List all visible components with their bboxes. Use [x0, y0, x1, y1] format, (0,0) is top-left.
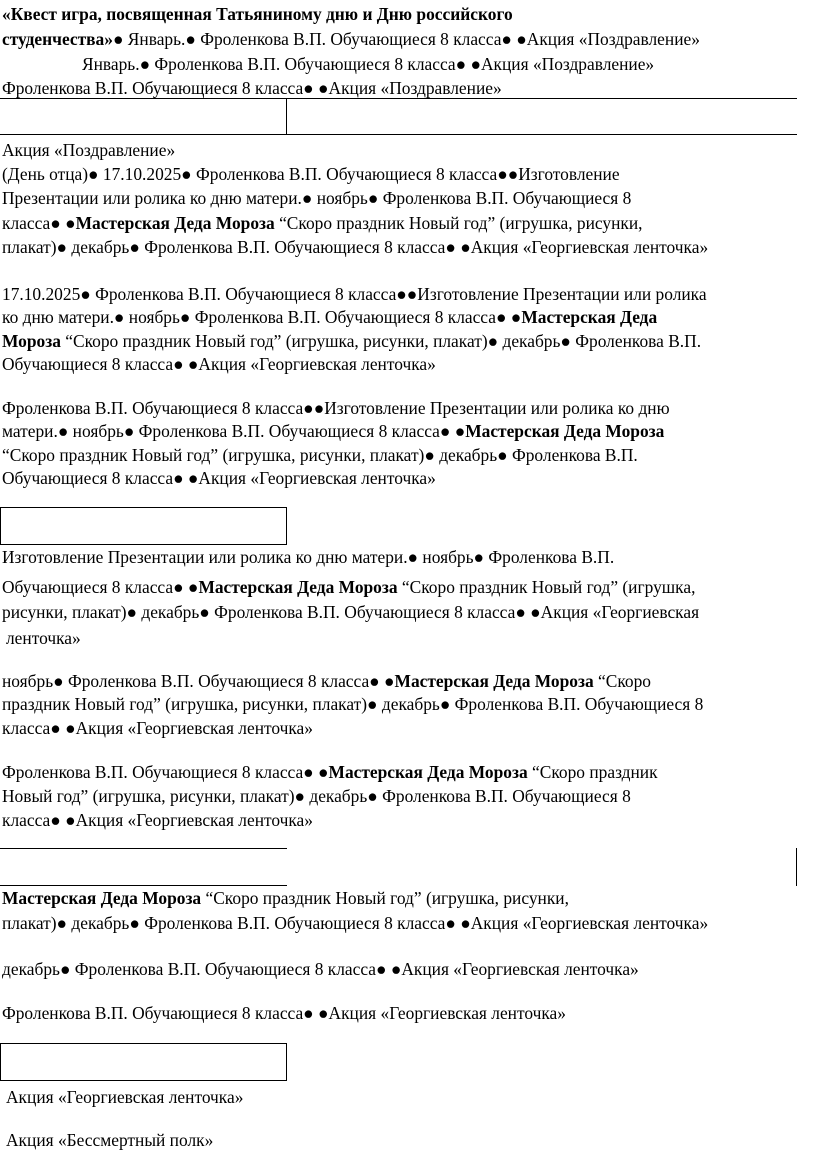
text-segment: Фроленкова В.П. Обучающиеся 8 класса● ● [2, 762, 329, 782]
text-line [2, 784, 631, 808]
text-segment: Фроленкова В.П. Обучающиеся 8 класса●●Изготовление Презентации или ролика ко дню [2, 398, 670, 418]
text-line [2, 957, 639, 981]
text-segment: плакат)● декабрь● Фроленкова В.П. Обучающиеся 8 класса● ●Акция «Георгиевская ленточка» [2, 237, 709, 257]
bold-text: Мастерская Деда [521, 307, 658, 327]
text-segment: класса● ● [2, 213, 76, 233]
bold-text: «Квест игра, посвященная Татьяниному дню и Дню российского [2, 4, 513, 24]
heading-line-2 [2, 27, 700, 51]
text-segment: Акция «Поздравление» [2, 140, 176, 160]
horizontal-rule [0, 98, 797, 99]
text-segment: рисунки, плакат)● декабрь● Фроленкова В.П. Обучающиеся 8 класса● ●Акция «Георгиевская [2, 602, 700, 622]
horizontal-rule [0, 848, 287, 849]
text-line [2, 282, 707, 306]
text-segment: Обучающиеся 8 класса● ● [2, 577, 199, 597]
text-segment: Акция «Георгиевская ленточка» [6, 1087, 244, 1107]
bold-text: Мастерская Деда Мороза [328, 762, 528, 782]
horizontal-rule [0, 134, 797, 135]
text-segment: “Скоро праздник Новый год” (игрушка, рисунки, плакат)● декабрь● Фроленкова В.П. [60, 331, 702, 351]
bold-text: Мастерская Деда Мороза [198, 577, 398, 597]
text-segment: класса● ●Акция «Георгиевская ленточка» [2, 718, 313, 738]
bold-text: Мороза [2, 331, 61, 351]
text-segment: Январь.● Фроленкова В.П. Обучающиеся 8 класса● ●Акция «Поздравление» [82, 54, 655, 74]
bold-text: Мастерская Деда Мороза [75, 213, 275, 233]
empty-frame [0, 1043, 287, 1081]
bold-text: Мастерская Деда Мороза [2, 888, 202, 908]
text-line [82, 52, 654, 76]
text-line [2, 329, 701, 353]
text-line [2, 211, 643, 235]
text-line [2, 466, 436, 490]
text-line [2, 886, 569, 910]
text-segment: класса● ●Акция «Георгиевская ленточка» [2, 810, 313, 830]
bold-text: студенчества» [2, 29, 113, 49]
text-segment: “Скоро праздник [527, 762, 658, 782]
text-line [2, 760, 658, 784]
text-segment: Обучающиеся 8 класса● ●Акция «Георгиевская ленточка» [2, 354, 436, 374]
bold-text: Мастерская Деда Мороза [394, 671, 594, 691]
text-line [2, 138, 175, 162]
text-segment: Фроленкова В.П. Обучающиеся 8 класса● ●Акция «Поздравление» [2, 78, 502, 98]
text-line [2, 352, 436, 376]
text-line [6, 1128, 213, 1152]
text-line [2, 396, 670, 420]
bold-text: Мастерская Деда Мороза [465, 421, 665, 441]
text-line [6, 1085, 243, 1109]
vertical-rule [796, 848, 797, 886]
text-segment: Презентации или ролика ко дню матери.● ноябрь● Фроленкова В.П. Обучающиеся 8 [2, 188, 632, 208]
text-segment: Акция «Бессмертный полк» [6, 1130, 214, 1150]
text-line [2, 1001, 566, 1025]
text-line [2, 911, 708, 935]
text-line [2, 716, 313, 740]
text-line [2, 235, 708, 259]
text-segment: “Скоро праздник Новый год” (игрушка, [397, 577, 696, 597]
text-line [2, 692, 703, 716]
text-line [2, 575, 695, 599]
text-segment: (День отца)● 17.10.2025● Фроленкова В.П. Обучающиеся 8 класса●●Изготовление [2, 164, 620, 184]
text-segment: 17.10.2025● Фроленкова В.П. Обучающиеся 8 класса●●Изготовление Презентации или ролика [2, 284, 707, 304]
text-segment: “Скоро праздник Новый год” (игрушка, рисунки, плакат)● декабрь● Фроленкова В.П. [2, 445, 638, 465]
text-segment: ленточка» [6, 628, 81, 648]
text-segment: “Скоро праздник Новый год” (игрушка, рисунки, [274, 213, 643, 233]
text-line [2, 305, 657, 329]
text-line [2, 443, 638, 467]
text-segment: ноябрь● Фроленкова В.П. Обучающиеся 8 класса● ● [2, 671, 395, 691]
text-segment: декабрь● Фроленкова В.П. Обучающиеся 8 класса● ●Акция «Георгиевская ленточка» [2, 959, 639, 979]
text-segment: ко дню матери.● ноябрь● Фроленкова В.П. Обучающиеся 8 класса● ● [2, 307, 522, 327]
text-segment: Обучающиеся 8 класса● ●Акция «Георгиевская ленточка» [2, 468, 436, 488]
text-segment: Новый год” (игрушка, рисунки, плакат)● декабрь● Фроленкова В.П. Обучающиеся 8 [2, 786, 631, 806]
text-line [2, 76, 502, 100]
heading-line-1 [2, 2, 513, 26]
text-line [2, 808, 313, 832]
text-segment: праздник Новый год” (игрушка, рисунки, плакат)● декабрь● Фроленкова В.П. Обучающиеся 8 [2, 694, 704, 714]
text-segment: “Скоро праздник Новый год” (игрушка, рисунки, [201, 888, 569, 908]
text-segment: матери.● ноябрь● Фроленкова В.П. Обучающиеся 8 класса● ● [2, 421, 466, 441]
text-line [2, 600, 699, 624]
text-segment: плакат)● декабрь● Фроленкова В.П. Обучающиеся 8 класса● ●Акция «Георгиевская ленточка» [2, 913, 709, 933]
text-segment: “Скоро [593, 671, 652, 691]
text-line [6, 626, 81, 650]
text-line [2, 545, 614, 569]
empty-frame [0, 507, 287, 545]
text-segment: Фроленкова В.П. Обучающиеся 8 класса● ●Акция «Георгиевская ленточка» [2, 1003, 566, 1023]
text-segment: Изготовление Презентации или ролика ко дню матери.● ноябрь● Фроленкова В.П. [2, 547, 615, 567]
text-line [2, 186, 631, 210]
text-line [2, 669, 651, 693]
vertical-rule [286, 98, 287, 135]
text-segment: ● Январь.● Фроленкова В.П. Обучающиеся 8 класса● ●Акция «Поздравление» [112, 29, 700, 49]
text-line [2, 162, 620, 186]
text-line [2, 419, 664, 443]
